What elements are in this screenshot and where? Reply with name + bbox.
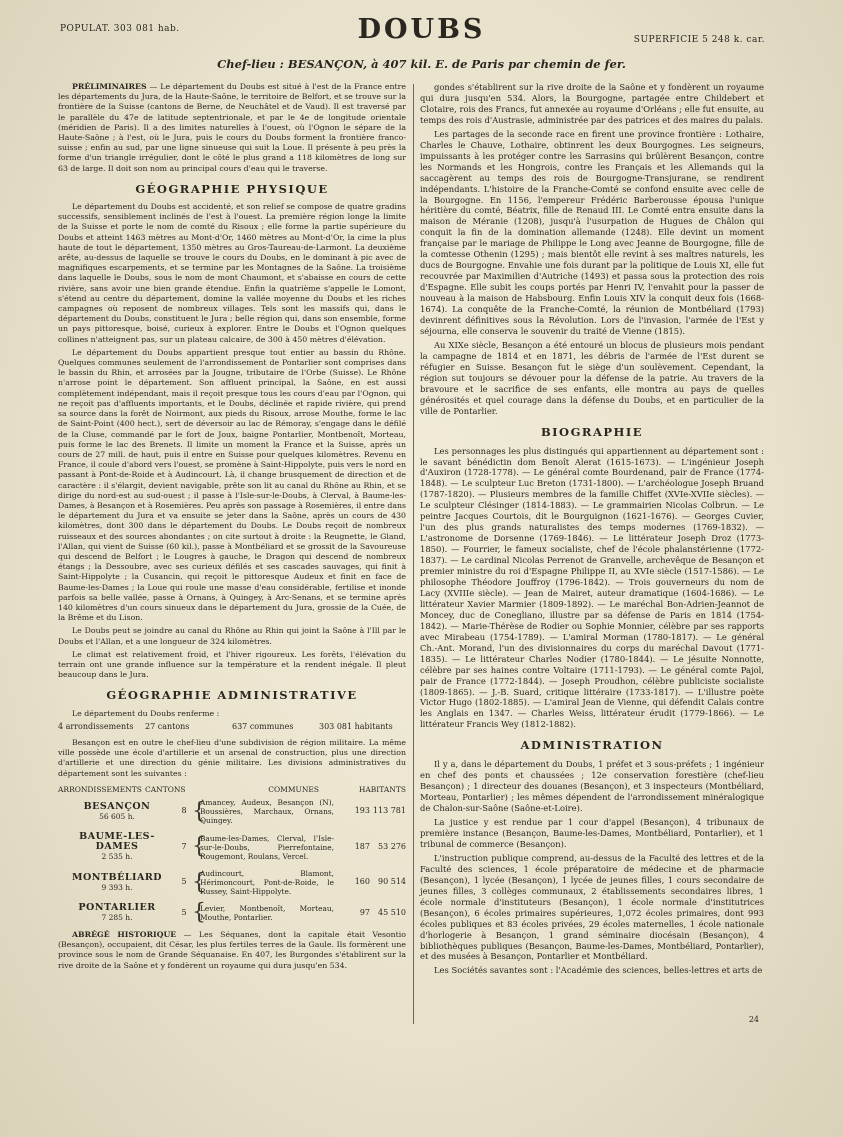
summary-habitants: 303 081 habitants [319,721,393,731]
inhabitant-count: 90 514 [378,877,406,887]
summary-cantons: 27 cantons [145,721,190,731]
summary-communes: 637 communes [232,721,294,731]
geo-paragraph-4: Le climat est relativement froid, et l'hiver rigoureux. Les forêts, l'élévation du terrain ont une grande influence sur la température et la rendent inégale. Il pleut beaucoup dans le Jura. [58,649,406,680]
geo-paragraph-3: Le Doubs peut se joindre au canal du Rhône au Rhin qui joint la Saône à l'Ill par le Doubs et l'Allan, et a une longueur de 324 kilomètres. [58,626,406,646]
inhabitant-count: 53 276 [378,841,406,851]
arrondissement-label: MONTBÉLIARD [72,871,162,883]
history-cont-3: Au XIXe siècle, Besançon a été entouré un blocus de plusieurs mois pendant la campagne de 1814 et en 1871, les débris de l'armée de l'Est durent se réfugier en Suisse. Besançon fut le siège d'un soulèvement. Cependant, la région sut toujours se dévouer pour la défense de la patrie. Au travers de la bravoure et le sacrifice de ses enfants, elle montra au pays de quelles générosités et quel courage dans la défense du Doubs, et en particulier de la ville de Pontarlier. [420,339,764,416]
geography-physical-title: GÉOGRAPHIE PHYSIQUE [135,181,329,196]
th-cantons: CANTONS [145,784,186,794]
commune-count: 187 [354,841,370,851]
table-header [58,785,406,795]
intro-paragraph [58,82,406,174]
canton-count: 8 [181,806,187,816]
brace: { [192,900,206,925]
biography-title: BIOGRAPHIE [540,424,644,439]
biography-text: Les personnages les plus distingués qui appartiennent au département sont : le savant bénédictin dom Benoît Alerat (1615-1673). — L'ingénieur Joseph d'Auxiron (1728-1778). — Le général comte Bourdenand, pair de France (1774-1848). — Le sculpteur Luc Breton (1731-1800). — L'archéologue Joseph Bruand (1787-1820). — Plusieurs membres de la famille Chiffet (XVIe-XVIIe siècles). — Le sculpteur Clésinger (1814-1883). — Le grammairien Nicolas Colbrun. — Le peintre Jacques Courtois, dit le Bourguignon (1621-1676). — Georges Cuvier, l'un des plus grands naturalistes des temps modernes (1769-1832). — L'astronome de Dorsenne (1769-1846). — Le littérateur Joseph Droz (1773-1850). — Fourrier, le fameux socialiste, chef de l'école phalanstérienne (1772-1837). — Le cardinal Nicolas Perrenot de Granvelle, archevêque de Besançon et premier ministre du roi d'Espagne Philippe II, au XVIe siècle (1517-1586). — Le philosophe Théodore Jouffroy (1796-1842). — Trois gouverneurs du nom de Lacy (XVIIIe siècle). — Jean de Mairet, auteur dramatique (1604-1686). — Le littérateur Xavier Marmier (1809-1892). — Le maréchal Bon-Adrien-Jeannot de Moncey, duc de Conegliano, illustre par sa défense de Paris en 1814 (1754-1842). — Marie-Thérèse de Rodier ou Sophie Monnier, célèbre par ses rapports avec Mirabeau (1754-1789). — L'amiral Morman (1780-1817). — Le général Ch.-Ant. Morand, l'un des divisionnaires du corps du maréchal Davout (1771-1835). — Le littérateur Charles Nodier (1780-1844). — Le jésuite Nonnotte, célèbre par ses haines contre Voltaire (1711-1793). — Le général comte Pajol, pair de France (1772-1844). — Joseph Proudhon, célèbre publiciste socialiste (1809-1865). — J.-B. Suard, critique littéraire (1733-1817). — L'illustre poète Victor Hugo (1802-1885). — L'amiral Jean de Vienne, qui défendit Calais contre les Anglais en 1347. — Charles Weiss, littérateur érudit (1779-1866). — Le littérateur Francis Wey (1812-1882). [420,445,764,730]
history-paragraph [58,930,406,971]
canton-count: 5 [181,877,187,887]
canton-count: 7 [181,841,187,851]
history-cont-2: Les partages de la seconde race en firent une province frontière : Lothaire, Charles le Chauve, Lothaire, obtinrent les deux Bourgognes. Les seigneurs, impuissants à les protéger contre les Sarrasins qui brûlèrent Besançon, contre les Normands et les Hongrois, contre les Français et les Allemands qui la saccagèrent au temps des rois de Bourgogne-Transjurane, se rendirent indépendants. L'histoire de la Franche-Comté se confond ensuite avec celle de la Bourgogne. En 1156, l'empereur Frédéric Barberousse épousa l'unique héritière du comté, Béatrix, fille de Renaud III. Le Comté entra ensuite dans la maison de Méranie (1208), jusqu'à l'usurpation de Hugues de Châlon qui conquit la fin de la domination allemande (1248). Elle devint un moment française par le mariage de Philippe le Long avec Jeanne de Bourgogne, fille de la comtesse Othenin (1295) ; mais bientôt elle revint à ses maîtres naturels, les ducs de Bourgogne. Envahie une fois durant par la politique de Louis XI, elle fut recouvrée par Maximilien d'Autriche (1493) et passa sous la protection des rois d'Espagne. Elle subit les coups portés par Henri IV, l'envahit pour la passer de nouveau à la maison de Habsbourg. Enfin Louis XIV la conquit deux fois (1668-1674). La conquête de la Franche-Comté, la réunion de Montbéliard (1793) devinrent définitives sous la Révolution. Lors de l'invasion, l'armée de l'Est y séjourna, elle conserva le souvenir du traité de Vienne (1815). [420,128,764,336]
commune-count: 97 [359,907,370,917]
table-row [58,869,406,896]
inhabitant-count: 45 510 [378,907,406,917]
inhabitant-count: 113 781 [372,806,406,816]
column-divider [413,84,414,1024]
table-row [58,900,406,925]
intro-text: — Le département du Doubs est situé à l'est de la France entre les départements du Jura, de la Haute-Saône, le territoire de Belfort, et se trouve sur la frontière de la Suisse (cantons de Berne, de Neuchâtel et de Vaud). Il est traversé par le parallèle du 47e de latitude septentrionale, et par le 4e de longitude orientale (méridien de Paris). Il a des limites naturelles à l'ouest, où l'Ognon le sépare de la Haute-Saône ; à l'est, où le Jura, puis le cours du Doubs forment la frontière franco-suisse ; enfin au sud, par une ligne sinueuse qui suit la Loue. Il présente à peu près la forme d'un triangle irrégulier, dont le côté le plus grand a 118 kilomètres de long sur 63 de large. Il doit son nom au principal cours d'eau qui le traverse. [58,82,407,173]
table-row [58,798,406,825]
canton-list: Levier, Montbenoît, Morteau, Mouthe, Pontarlier. [200,904,334,922]
th-habitants: HABITANTS [358,784,406,794]
history-label: ABRÉGÉ HISTORIQUE [72,930,177,939]
commune-count: 160 [354,877,370,887]
arrondissement-name [58,873,176,893]
canton-list: Baume-les-Dames, Clerval, l'Isle-sur-le-Doubs, Pierrefontaine, Rougemont, Roulans, Vercel. [200,833,334,861]
arrondissement-pop: 9 393 h. [101,882,133,892]
admin-para-4: Les Sociétés savantes sont : l'Académie des sciences, belles-lettres et arts de [434,965,763,976]
commune-count: 193 [354,806,370,816]
summary-arrondissements: 4 arrondissements [58,721,134,731]
arrondissement-pop: 2 535 h. [101,852,133,861]
admin-para-3: L'instruction publique comprend, au-dessus de la Faculté des lettres et de la Faculté des sciences, 1 école préparatoire de médecine et de pharmacie (Besançon), 1 lycée (Besançon), 1 lycée de jeunes filles, 1 cours secondaire de jeunes filles, 3 collèges communaux, 2 établissements secondaires libres, 1 école normale d'instituteurs (Besançon), 1 école normale d'institutrices (Besançon), 6 écoles primaires supérieures, 1,072 écoles primaires, dont 993 écoles publiques et 83 écoles privées, 29 écoles maternelles, 1 école nationale d'horlogerie à Besançon, 1 grand séminaire diocésain (Besançon), 4 bibliothèques publiques (Besançon, Baume-les-Dames, Montbéliard, Pontarlier), et des musées à Besançon, Pontarlier et Montbéliard. [420,852,764,962]
population-header: POPULAT. 303 081 hab. [60,24,180,34]
division-summary [58,722,406,732]
th-arrondissements: ARRONDISSEMENTS [58,784,142,794]
geography-administrative-title: GÉOGRAPHIE ADMINISTRATIVE [106,688,358,703]
th-communes: COMMUNES [268,784,319,794]
arrondissement-pop: 7 285 h. [101,913,133,922]
canton-count: 5 [181,907,187,917]
arrondissement-name [58,832,176,862]
right-column [420,82,764,979]
admin-paragraph: Besançon est en outre le chef-lieu d'une subdivision de région militaire. La même ville possède une école d'artillerie et un arsenal de construction, plus une direction d'artillerie et une direction du génie militaire. Les divisions administratives du département sont les suivantes : [58,737,406,778]
brace: { [192,869,206,895]
subtitle: Chef-lieu : BESANÇON, à 407 kil. E. de Paris par chemin de fer. [217,57,626,71]
arrondissement-name [58,802,176,822]
canton-list: Audincourt, Blamont, Hérimoncourt, Pont-de-Roide, le Russey, Saint-Hippolyte. [200,869,334,896]
brace: { [192,798,206,824]
canton-list: Amancey, Audeux, Besançon (N), Boussières, Marchaux, Ornans, Quingey. [200,798,334,825]
geo-paragraph-1: Le département du Doubs est accidenté, et son relief se compose de quatre gradins successifs, sensiblement inclinés de l'est à l'ouest. La première région longe la limite de la Suisse et porte le nom de comté du Risoux ; elle forme la partie supérieure du Doubs et atteint 1463 mètres au Mont-d'Or, 1460 mètres au Mont-d'Or, la cime la plus haute de tout le département, 1350 mètres au Gros-Taureau-de-Larmont. La deuxième arête, au-dessus de laquelle se trouve le cours du Doubs, en le dominant à pic avec de magnifiques escarpements, et se termine par les Montagnes de la Saône. La troisième dans laquelle le Doubs, sous le nom de mont Chaumont, et s'abaisse en cours de cette rivière, sans avoir une bien grande étendue. Enfin la quatrième s'appelle le Lomont, s'étend au centre du département, domine la vallée moyenne du Doubs et les riches campagnes où reposent de nombreux villages. Tels sont les massifs qui, dans le département du Doubs, constituent le Jura ; belle région qui, dans son ensemble, forme un pays pittoresque, boisé, curieux à explorer. Entre le Doubs et l'Ognon quelques collines n'atteignent pas, sur un plateau calcaire, de 300 à 450 mètres d'élévation. [58,202,406,344]
arrondissement-label: BESANÇON [83,800,151,812]
administration-title: ADMINISTRATION [520,738,664,753]
admin-para-1: Il y a, dans le département du Doubs, 1 préfet et 3 sous-préfets ; 1 ingénieur en chef des ponts et chaussées ; 12e conservation forestière (chef-lieu Besançon) ; 1 directeur des douanes (Besançon), et 3 inspecteurs (Montbéliard, Morteau, Pontarlier) ; les mêmes dépendent de l'arrondissement minéralogique de Chalon-sur-Saône (Saône-et-Loire). [420,759,764,814]
arrondissement-label: PONTARLIER [78,902,156,913]
table-row [58,832,406,862]
arrondissement-name [58,903,176,923]
admin-para-2: La justice y est rendue par 1 cour d'appel (Besançon), 4 tribunaux de première instance (Besançon, Baume-les-Dames, Montbéliard, Pontarlier), et 1 tribunal de commerce (Besançon). [420,817,764,849]
left-column [58,82,406,974]
admin-intro: Le département du Doubs renferme : [72,708,220,718]
intro-label: PRÉLIMINAIRES [72,82,147,91]
brace: { [192,834,206,859]
history-cont-1: gondes s'établirent sur la rive droite de la Saône et y fondèrent un royaume qui dura jusqu'en 534. Alors, la Bourgogne, partagée entre Childebert et Clotaire, rois des Francs, fut annexée au royaume d'Orléans ; elle fut ensuite, au temps des rois d'Austrasie, administrée par des patrices et des maires du palais. [420,82,764,125]
area-header: SUPERFICIE 5 248 k. car. [633,35,765,45]
history-text: — Les Séquanes, dont la capitale était Vesontio (Besançon), occupaient, dit César, les plus fertiles terres de la Gaule. Ils formèrent une province sous le nom de Grande Séquanaise. En 407, les Burgondes s'établirent sur la rive droite de la Saône et y fondèrent un royaume qui dura jusqu'en 534. [58,930,406,970]
geo-paragraph-2: Le département du Doubs appartient presque tout entier au bassin du Rhône. Quelques communes seulement de l'arrondissement de Pontarlier sont comprises dans le bassin du Rhin, et arrosées par la Jougne, tributaire de l'Orbe (Suisse). Le Rhône n'arrose point le département. Son affluent principal, la Saône, en est aussi complètement indépendant, mais il reçoit presque tous les cours d'eau par l'Ognon, qui ne reçoit pas d'affluents importants, et le Doubs, déclinée et rapide rivière, qui prend sa source dans la forêt de Noirmont, aux pieds du Risoux, arrose Mouthe, forme le lac de Saint-Point (400 hect.), sert de déversoir au lac de Rémoray, s'engage dans le défilé de la Cluse, commandé par le fort de Joux, baigne Pontarlier, Montbenoît, Morteau, puis forme le lac des Brenets. Il limite un moment la France et la Suisse, après un cours de 27 mill. de haut, puis il entre en Suisse pour quelques kilomètres. Revenu en France, il coule d'abord vers l'ouest, se promène à Saint-Hippolyte, puis vers le nord en passant à Pont-de-Roide et à Audincourt. Là, il change brusquement de direction et de caractère : il s'élargit, devient navigable, prête son lit au canal du Rhône au Rhin, et se dirige du nord-est au sud-ouest ; il passe à l'Isle-sur-le-Doubs, à Clerval, à Baume-les-Dames, à Besançon et à Rosemières. Peu après son passage à Rosemières, il entre dans le département du Jura et va ensuite se jeter dans la Saône, après un cours de 430 kilomètres, dont 300 dans le département du Doubs. Le Doubs reçoit de nombreux ruisseaux et des sources abondantes ; on cite surtout à droite : la Reugnette, le Gland, l'Allan, qui vient de Suisse (60 kil.), passe à Montbéliard et se grossit de la Savoureuse qui descend de Belfort ; le Lougres à gauche, le Dragon qui descend de nombreux étangs ; la Dessoubre, avec ses curieux défilés et ses cascades sauvages, qui finit à Saint-Hippolyte ; la Cusancin, qui reçoit le pittoresque Audeux et finit en face de Baume-les-Dames ; la Loue qui roule une masse d'eau considérable, fertilise et inonde parfois sa belle vallée, passe à Ornans, à Quingey, à Arc-Senans, et se termine après 140 kilomètres d'un cours sinueux dans le département du Jura, grossie de la Cuée, de la Brême et du Lison. [58,347,406,623]
page-number: 24 [748,1015,759,1024]
arrondissement-label: BAUME-LES-DAMES [79,831,155,852]
arrondissement-pop: 56 605 h. [99,811,135,821]
page-title: DOUBS [357,14,486,45]
